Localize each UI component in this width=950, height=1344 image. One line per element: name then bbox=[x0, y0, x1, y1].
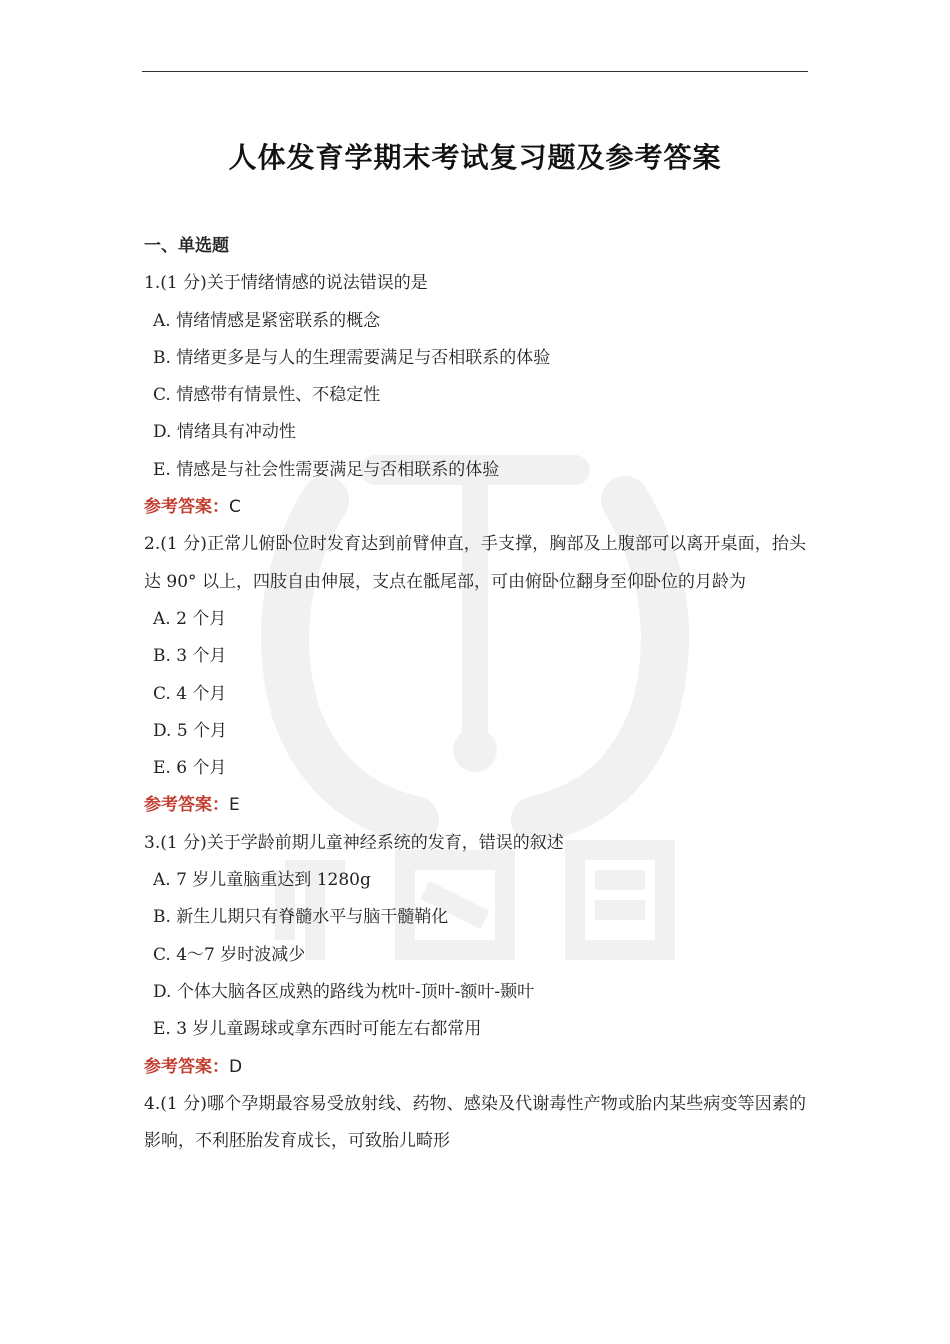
option-d: D. 情绪具有冲动性 bbox=[153, 422, 296, 443]
option-e: E. 6 个月 bbox=[153, 758, 227, 779]
question-block bbox=[144, 265, 806, 526]
question-stem: 2.(1 分)正常儿俯卧位时发育达到前臂伸直，手支撑，胸部及上腹部可以离开桌面，抬头达 90° 以上，四肢自由伸展，支点在骶尾部，可由俯卧位翻身至仰卧位的月龄为 bbox=[144, 534, 806, 592]
answer-label: 参考答案： bbox=[144, 795, 229, 816]
option-a: A. 2 个月 bbox=[153, 608, 227, 629]
question-block bbox=[144, 526, 806, 824]
answer-label: 参考答案： bbox=[144, 1056, 229, 1077]
answer-line bbox=[144, 1049, 806, 1086]
option-b: B. 情绪更多是与人的生理需要满足与否相联系的体验 bbox=[153, 347, 551, 368]
header-rule bbox=[142, 71, 808, 72]
section-heading: 一、单选题 bbox=[144, 236, 229, 256]
option-b: B. 3 个月 bbox=[153, 646, 227, 667]
document-title: 人体发育学期末考试复习题及参考答案 bbox=[228, 141, 722, 174]
option-e: E. 情感是与社会性需要满足与否相联系的体验 bbox=[153, 459, 500, 480]
question-block bbox=[144, 825, 806, 1086]
option-b: B. 新生儿期只有脊髓水平与脑干髓鞘化 bbox=[153, 907, 449, 928]
document-body bbox=[144, 228, 806, 1160]
option-c: C. 4 个月 bbox=[153, 683, 227, 704]
option-c: C. 4～7 岁时波减少 bbox=[153, 944, 306, 965]
option-a: A. 7 岁儿童脑重达到 1280g bbox=[153, 870, 371, 891]
question-stem: 3.(1 分)关于学龄前期儿童神经系统的发育，错误的叙述 bbox=[144, 832, 564, 853]
option-e: E. 3 岁儿童踢球或拿东西时可能左右都常用 bbox=[153, 1019, 482, 1040]
answer-value: D bbox=[229, 1056, 243, 1077]
answer-line bbox=[144, 787, 806, 824]
option-c: C. 情感带有情景性、不稳定性 bbox=[153, 385, 381, 406]
answer-label: 参考答案： bbox=[144, 497, 229, 518]
question-block bbox=[144, 1086, 806, 1161]
option-a: A. 情绪情感是紧密联系的概念 bbox=[153, 310, 381, 331]
answer-value: C bbox=[229, 497, 241, 518]
question-stem: 1.(1 分)关于情绪情感的说法错误的是 bbox=[144, 273, 428, 294]
answer-value: E bbox=[229, 795, 240, 816]
option-d: D. 5 个月 bbox=[153, 720, 228, 741]
question-stem: 4.(1 分)哪个孕期最容易受放射线、药物、感染及代谢毒性产物或胎内某些病变等因素的影响，不利胚胎发育成长，可致胎儿畸形 bbox=[144, 1093, 806, 1152]
answer-line bbox=[144, 489, 806, 526]
option-d: D. 个体大脑各区成熟的路线为枕叶-顶叶-额叶-颞叶 bbox=[153, 981, 535, 1002]
